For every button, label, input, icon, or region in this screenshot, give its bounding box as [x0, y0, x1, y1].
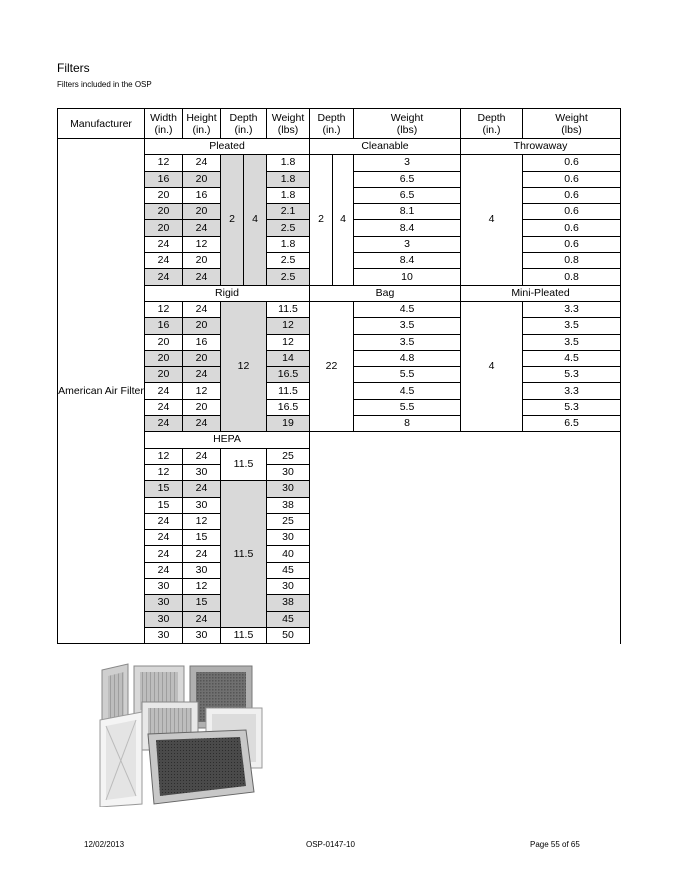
group-label-bag: Bag	[310, 285, 461, 301]
width-cell: 24	[145, 546, 183, 562]
weight-cell: 5.3	[523, 399, 621, 415]
weight-cell: 25	[267, 513, 310, 529]
weight-cell: 4.8	[354, 350, 461, 366]
header-depth-pleated: Depth (in.)	[221, 109, 267, 139]
height-cell: 20	[183, 350, 221, 366]
weight-cell: 10	[354, 269, 461, 285]
width-cell: 30	[145, 627, 183, 643]
footer-doc-id: OSP-0147-10	[306, 840, 355, 849]
weight-cell: 6.5	[523, 416, 621, 432]
weight-cell: 38	[267, 595, 310, 611]
width-cell: 24	[145, 253, 183, 269]
weight-cell: 3	[354, 236, 461, 252]
weight-cell: 8.4	[354, 253, 461, 269]
height-cell: 12	[183, 383, 221, 399]
weight-cell: 3.5	[523, 334, 621, 350]
width-cell: 20	[145, 204, 183, 220]
width-cell: 30	[145, 595, 183, 611]
group-label-hepa: HEPA	[145, 432, 310, 448]
header-depth-throwaway: Depth (in.)	[461, 109, 523, 139]
width-cell: 16	[145, 171, 183, 187]
width-cell: 12	[145, 464, 183, 480]
hepa-depth: 11.5	[221, 481, 267, 628]
header-weight-pleated: Weight (lbs)	[267, 109, 310, 139]
width-cell: 24	[145, 530, 183, 546]
height-cell: 24	[183, 220, 221, 236]
height-cell: 30	[183, 497, 221, 513]
height-cell: 24	[183, 448, 221, 464]
hepa-depth: 11.5	[221, 627, 267, 643]
weight-cell: 4.5	[523, 350, 621, 366]
weight-cell: 30	[267, 530, 310, 546]
weight-cell: 1.8	[267, 155, 310, 171]
weight-cell: 12	[267, 318, 310, 334]
weight-cell: 16.5	[267, 399, 310, 415]
width-cell: 20	[145, 187, 183, 203]
weight-cell: 0.6	[523, 236, 621, 252]
weight-cell: 6.5	[354, 187, 461, 203]
height-cell: 16	[183, 334, 221, 350]
weight-cell: 2.5	[267, 253, 310, 269]
weight-cell: 8	[354, 416, 461, 432]
height-cell: 24	[183, 546, 221, 562]
height-cell: 20	[183, 171, 221, 187]
throwaway-depth: 4	[461, 155, 523, 285]
width-cell: 16	[145, 318, 183, 334]
height-cell: 30	[183, 627, 221, 643]
width-cell: 24	[145, 269, 183, 285]
weight-cell: 16.5	[267, 367, 310, 383]
cleanable-depth-4: 4	[333, 155, 354, 285]
width-cell: 24	[145, 399, 183, 415]
weight-cell: 5.5	[354, 399, 461, 415]
group-label-cleanable: Cleanable	[310, 139, 461, 155]
height-cell: 20	[183, 318, 221, 334]
group-label-rigid: Rigid	[145, 285, 310, 301]
weight-cell: 3	[354, 155, 461, 171]
weight-cell: 5.5	[354, 367, 461, 383]
footer-date: 12/02/2013	[84, 840, 125, 849]
header-width: Width (in.)	[145, 109, 183, 139]
empty-area	[310, 432, 621, 644]
weight-cell: 30	[267, 464, 310, 480]
weight-cell: 11.5	[267, 383, 310, 399]
width-cell: 24	[145, 236, 183, 252]
weight-cell: 38	[267, 497, 310, 513]
width-cell: 12	[145, 301, 183, 317]
weight-cell: 8.1	[354, 204, 461, 220]
weight-cell: 0.8	[523, 253, 621, 269]
width-cell: 15	[145, 481, 183, 497]
section-subheading: Filters included in the OSP	[57, 80, 152, 89]
weight-cell: 6.5	[354, 171, 461, 187]
weight-cell: 2.5	[267, 220, 310, 236]
height-cell: 30	[183, 464, 221, 480]
weight-cell: 0.6	[523, 155, 621, 171]
weight-cell: 1.8	[267, 236, 310, 252]
weight-cell: 4.5	[354, 301, 461, 317]
weight-cell: 12	[267, 334, 310, 350]
width-cell: 20	[145, 367, 183, 383]
weight-cell: 0.6	[523, 187, 621, 203]
weight-cell: 3.3	[523, 383, 621, 399]
mini-pleated-depth: 4	[461, 301, 523, 431]
weight-cell: 0.8	[523, 269, 621, 285]
weight-cell: 4.5	[354, 383, 461, 399]
height-cell: 12	[183, 579, 221, 595]
header-weight-cleanable: Weight (lbs)	[354, 109, 461, 139]
weight-cell: 3.5	[354, 334, 461, 350]
height-cell: 15	[183, 595, 221, 611]
weight-cell: 14	[267, 350, 310, 366]
weight-cell: 1.8	[267, 171, 310, 187]
height-cell: 30	[183, 562, 221, 578]
width-cell: 12	[145, 155, 183, 171]
height-cell: 24	[183, 155, 221, 171]
header-height: Height (in.)	[183, 109, 221, 139]
rigid-depth: 12	[221, 301, 267, 431]
width-cell: 24	[145, 562, 183, 578]
width-cell: 20	[145, 334, 183, 350]
weight-cell: 3.3	[523, 301, 621, 317]
weight-cell: 8.4	[354, 220, 461, 236]
weight-cell: 30	[267, 579, 310, 595]
weight-cell: 3.5	[354, 318, 461, 334]
table-row	[58, 139, 621, 155]
weight-cell: 2.1	[267, 204, 310, 220]
height-cell: 16	[183, 187, 221, 203]
group-label-pleated: Pleated	[145, 139, 310, 155]
group-label-mini-pleated: Mini-Pleated	[461, 285, 621, 301]
group-label-throwaway: Throwaway	[461, 139, 621, 155]
weight-cell: 5.3	[523, 367, 621, 383]
height-cell: 20	[183, 204, 221, 220]
weight-cell: 45	[267, 611, 310, 627]
height-cell: 20	[183, 399, 221, 415]
manufacturer-cell: American Air Filter	[58, 139, 145, 644]
weight-cell: 45	[267, 562, 310, 578]
height-cell: 20	[183, 253, 221, 269]
hepa-depth: 11.5	[221, 448, 267, 481]
weight-cell: 50	[267, 627, 310, 643]
section-heading: Filters	[57, 61, 90, 75]
weight-cell: 3.5	[523, 318, 621, 334]
pleated-depth-2: 2	[221, 155, 244, 285]
bag-depth: 22	[310, 301, 354, 431]
height-cell: 24	[183, 416, 221, 432]
width-cell: 15	[145, 497, 183, 513]
weight-cell: 19	[267, 416, 310, 432]
table-header-row	[58, 109, 621, 139]
height-cell: 24	[183, 367, 221, 383]
weight-cell: 0.6	[523, 171, 621, 187]
header-manufacturer: Manufacturer	[58, 109, 145, 139]
height-cell: 24	[183, 611, 221, 627]
width-cell: 30	[145, 611, 183, 627]
filters-table	[57, 108, 621, 644]
header-weight-throwaway: Weight (lbs)	[523, 109, 621, 139]
weight-cell: 25	[267, 448, 310, 464]
weight-cell: 11.5	[267, 301, 310, 317]
width-cell: 24	[145, 513, 183, 529]
height-cell: 24	[183, 481, 221, 497]
weight-cell: 0.6	[523, 204, 621, 220]
height-cell: 12	[183, 236, 221, 252]
weight-cell: 30	[267, 481, 310, 497]
width-cell: 20	[145, 220, 183, 236]
width-cell: 24	[145, 416, 183, 432]
footer-page-number: Page 55 of 65	[530, 840, 580, 849]
weight-cell: 40	[267, 546, 310, 562]
width-cell: 12	[145, 448, 183, 464]
weight-cell: 2.5	[267, 269, 310, 285]
width-cell: 24	[145, 383, 183, 399]
height-cell: 24	[183, 269, 221, 285]
height-cell: 12	[183, 513, 221, 529]
weight-cell: 0.6	[523, 220, 621, 236]
width-cell: 20	[145, 350, 183, 366]
air-filters-photo	[98, 662, 270, 807]
cleanable-depth-2: 2	[310, 155, 333, 285]
height-cell: 24	[183, 301, 221, 317]
width-cell: 30	[145, 579, 183, 595]
pleated-depth-4: 4	[244, 155, 267, 285]
weight-cell: 1.8	[267, 187, 310, 203]
height-cell: 15	[183, 530, 221, 546]
header-depth-cleanable: Depth (in.)	[310, 109, 354, 139]
